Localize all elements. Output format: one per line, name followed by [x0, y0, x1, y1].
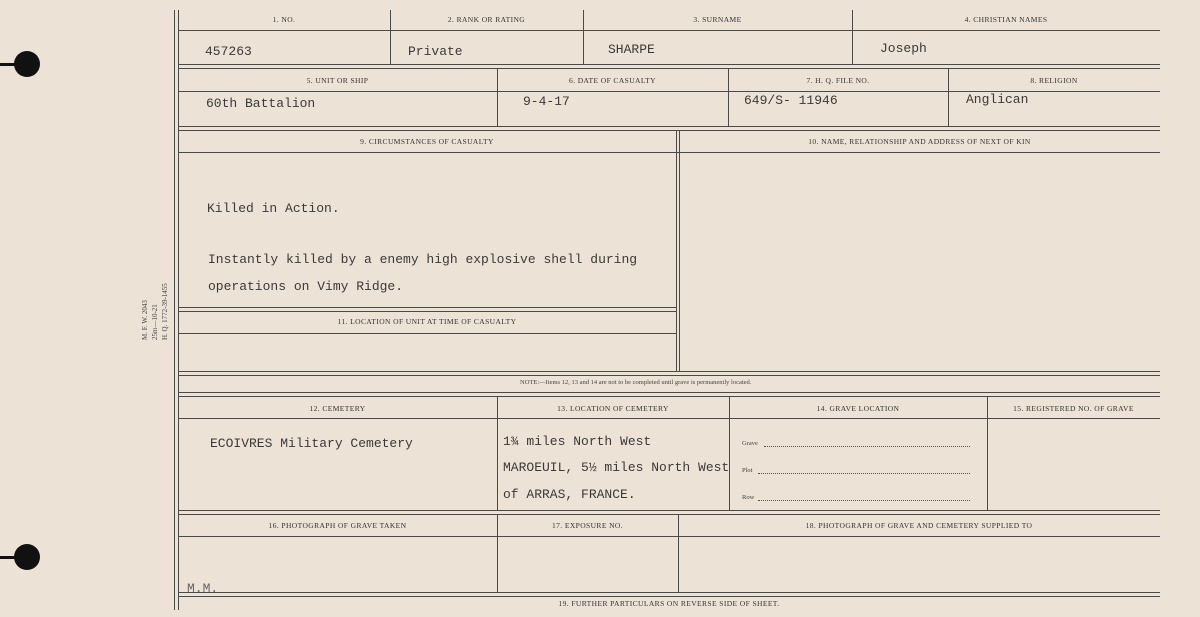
- rule-double: [178, 510, 1160, 515]
- footer-further: 19. FURTHER PARTICULARS ON REVERSE SIDE OF SHEET.: [558, 599, 780, 608]
- rule-double: [178, 307, 676, 312]
- header-unit: 5. UNIT OR SHIP: [306, 76, 369, 85]
- header-location-cemetery: 13. LOCATION OF CEMETERY: [557, 404, 669, 413]
- header-religion: 8. RELIGION: [1030, 76, 1078, 85]
- rule: [679, 130, 680, 371]
- plot-dotline: [758, 473, 970, 474]
- header-circumstances: 9. CIRCUMSTANCES OF CASUALTY: [360, 137, 494, 146]
- value-no: 457263: [205, 44, 252, 59]
- header-registered-no: 15. REGISTERED NO. OF GRAVE: [1013, 404, 1134, 413]
- value-circumstances-2: Instantly killed by a enemy high explosive shell during: [208, 252, 638, 267]
- value-initials: M.M.: [187, 581, 219, 596]
- header-hq-file: 7. H. Q. FILE NO.: [806, 76, 870, 85]
- rule: [497, 396, 498, 510]
- grave-label: Grave: [742, 440, 758, 447]
- value-hq-file: 649/S- 11946: [744, 93, 838, 108]
- value-surname: SHARPE: [608, 42, 655, 57]
- value-location-2: MAROEUIL, 5½ miles North West: [503, 460, 730, 475]
- value-christian-names: Joseph: [880, 41, 927, 56]
- header-photo-supplied: 18. PHOTOGRAPH OF GRAVE AND CEMETERY SUPPLIED TO: [805, 521, 1033, 530]
- header-christian-names: 4. CHRISTIAN NAMES: [964, 15, 1048, 24]
- rule-double: [178, 371, 1160, 376]
- plot-label: Plot: [742, 467, 753, 474]
- row-dotline: [758, 500, 970, 501]
- value-rank: Private: [408, 44, 463, 59]
- header-date: 6. DATE OF CASUALTY: [569, 76, 656, 85]
- value-location-3: of ARRAS, FRANCE.: [503, 487, 636, 502]
- side-ref-2: 25m—10-21: [151, 304, 159, 340]
- rule: [729, 396, 730, 510]
- header-grave-location: 14. GRAVE LOCATION: [816, 404, 900, 413]
- rule: [178, 152, 1160, 153]
- header-location-unit: 11. LOCATION OF UNIT AT TIME OF CASUALTY: [337, 317, 517, 326]
- rule-double: [178, 64, 1160, 69]
- row-label: Row: [742, 494, 755, 501]
- header-no: 1. NO.: [272, 15, 296, 24]
- value-date: 9-4-17: [523, 94, 570, 109]
- rule: [676, 130, 677, 371]
- side-ref-3: H. Q. 1772-39-1455: [161, 283, 169, 340]
- value-religion: Anglican: [966, 92, 1029, 107]
- left-border: [174, 10, 175, 610]
- rule: [987, 396, 988, 510]
- header-cemetery: 12. CEMETERY: [309, 404, 366, 413]
- rule: [178, 418, 1160, 419]
- grave-dotline: [764, 446, 970, 447]
- value-unit: 60th Battalion: [206, 96, 316, 111]
- binder-hole-top: [14, 51, 40, 77]
- rule: [178, 333, 676, 334]
- value-cemetery: ECOIVRES Military Cemetery: [210, 436, 413, 451]
- rule: [178, 30, 1160, 31]
- rule-double: [178, 592, 1160, 597]
- binder-hole-bottom: [14, 544, 40, 570]
- header-exposure: 17. EXPOSURE NO.: [552, 521, 623, 530]
- value-location-1: 1¾ miles North West: [503, 434, 652, 449]
- value-circumstances-3: operations on Vimy Ridge.: [208, 279, 404, 294]
- rule-double: [178, 126, 1160, 131]
- rule: [178, 536, 1160, 537]
- rule-double: [178, 392, 1160, 397]
- header-next-of-kin: 10. NAME, RELATIONSHIP AND ADDRESS OF NEXT OF KIN: [808, 137, 1031, 146]
- side-ref-1: M. F. W. 2043: [141, 300, 149, 340]
- header-photo-taken: 16. PHOTOGRAPH OF GRAVE TAKEN: [268, 521, 407, 530]
- header-surname: 3. SURNAME: [693, 15, 742, 24]
- header-rank: 2. RANK OR RATING: [447, 15, 526, 24]
- note-text: NOTE:—Items 12, 13 and 14 are not to be completed until grave is permanently located.: [520, 379, 752, 386]
- value-circumstances-1: Killed in Action.: [207, 201, 340, 216]
